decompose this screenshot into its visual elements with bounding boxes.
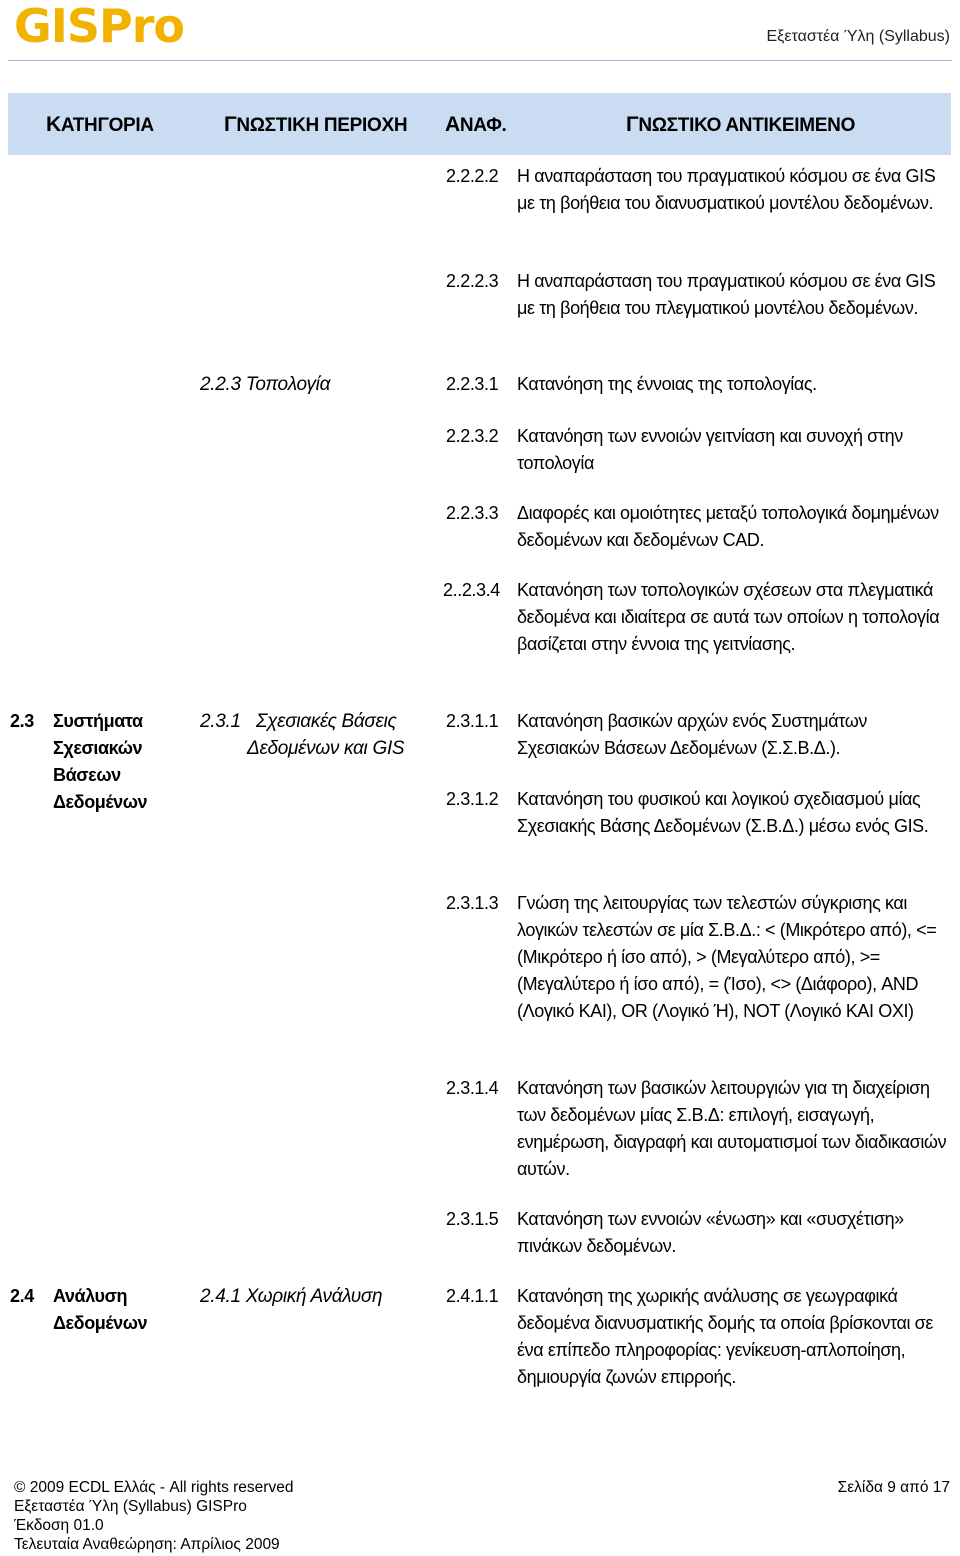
column-header-ref: ΑΝΑΦ. xyxy=(445,113,507,136)
category-title-2-4: Ανάλυση Δεδομένων xyxy=(53,1286,148,1333)
row-text: Η αναπαράσταση του πραγματικού κόσμου σε ένα GIS με τη βοήθεια του διανυσματικού μοντέλου δεδομένων. xyxy=(517,166,936,213)
column-header-category: ΚΑΤΗΓΟΡΙΑ xyxy=(46,113,154,136)
row-text: Διαφορές και ομοιότητες μεταξύ τοπολογικά δομημένων δεδομένων και δεδομένων CAD. xyxy=(517,503,939,550)
row-ref: 2.3.1.2 xyxy=(446,789,499,809)
row-ref: 2..2.3.4 xyxy=(443,580,500,600)
category-title-2-3: Συστήματα Σχεσιακών Βάσεων Δεδομένων xyxy=(53,711,148,812)
row-ref: 2.2.3.3 xyxy=(446,503,499,523)
row-ref: 2.2.3.2 xyxy=(446,426,499,446)
area-relational-line2: Δεδομένων και GIS xyxy=(247,738,405,759)
row-ref: 2.3.1.1 xyxy=(446,711,499,731)
area-relational-number: 2.3.1 xyxy=(200,711,241,732)
row-text: Κατανόηση της έννοιας της τοπολογίας. xyxy=(517,374,817,394)
row-text: Κατανόηση των τοπολογικών σχέσεων στα πλεγματικά δεδομένα και ιδιαίτερα σε αυτά των οποίων η τοπολογία βασίζεται στην έννοια της γειτνίασης. xyxy=(517,580,940,654)
row-text: Κατανόηση βασικών αρχών ενός Συστημάτων Σχεσιακών Βάσεων Δεδομένων (Σ.Σ.Β.Δ.). xyxy=(517,711,867,758)
footer-left xyxy=(14,1478,293,1554)
area-spatial-analysis: 2.4.1 Χωρική Ανάλυση xyxy=(200,1286,383,1307)
row-ref: 2.3.1.4 xyxy=(446,1078,499,1098)
row-text: Κατανόηση των εννοιών «ένωση» και «συσχέτιση» πινάκων δεδομένων. xyxy=(517,1209,904,1256)
footer-document-name: Εξεταστέα Ύλη (Syllabus) GISPro xyxy=(14,1498,247,1515)
header-divider xyxy=(8,60,952,61)
row-text: Γνώση της λειτουργίας των τελεστών σύγκρισης και λογικών τελεστών σε μία Σ.Β.Δ.: < (Μικρότερο από), <= (Μικρότερο ή ίσο από), > (Μεγαλύτερο από), >= (Μεγαλύτερο ή ίσο από), = (Ίσο), <> (Διάφορο), AND (Λογικό ΚΑΙ), OR (Λογικό Ή), NOT (Λογικό ΚΑΙ ΟΧΙ) xyxy=(517,893,937,1021)
footer-page-number: Σελίδα 9 από 17 xyxy=(837,1479,950,1496)
document-title: Εξεταστέα Ύλη (Syllabus) xyxy=(766,28,950,45)
category-number-2-3: 2.3 xyxy=(10,711,34,731)
row-ref: 2.3.1.3 xyxy=(446,893,499,913)
footer-revision: Τελευταία Αναθεώρηση: Απρίλιος 2009 xyxy=(14,1536,280,1553)
row-text: Κατανόηση των βασικών λειτουργιών για τη διαχείριση των δεδομένων μίας Σ.Β.Δ: επιλογή, εισαγωγή, ενημέρωση, διαγραφή και αυτοματισμοί των διαδικασιών αυτών. xyxy=(517,1078,947,1179)
row-ref: 2.3.1.5 xyxy=(446,1209,499,1229)
column-header-knowledge-item: ΓΝΩΣΤΙΚΟ ΑΝΤΙΚΕΙΜΕΝΟ xyxy=(626,113,856,136)
column-header-knowledge-area: ΓΝΩΣΤΙΚΗ ΠΕΡΙΟΧΗ xyxy=(224,113,408,136)
category-number-2-4: 2.4 xyxy=(10,1286,34,1306)
row-ref: 2.2.3.1 xyxy=(446,374,499,394)
footer-version: Έκδοση 01.0 xyxy=(14,1517,104,1534)
row-text: Κατανόηση του φυσικού και λογικού σχεδιασμού μίας Σχεσιακής Βάσης Δεδομένων (Σ.Β.Δ.) μέσω ενός GIS. xyxy=(517,789,929,836)
row-ref: 2.2.2.3 xyxy=(446,271,499,291)
area-topology: 2.2.3 Τοπολογία xyxy=(200,374,331,395)
footer-copyright: © 2009 ECDL Ελλάς - All rights reserved xyxy=(14,1479,294,1496)
row-text: Κατανόηση της χωρικής ανάλυσης σε γεωγραφικά δεδομένα διανυσματικής δομής τα οποία βρίσκονται σε ένα επίπεδο πληροφορίας: γενίκευση-απλοποίηση, δημιουργία ζωνών επιρροής. xyxy=(517,1286,934,1387)
row-ref: 2.4.1.1 xyxy=(446,1286,499,1306)
row-text: Η αναπαράσταση του πραγματικού κόσμου σε ένα GIS με τη βοήθεια του πλεγματικού μοντέλου δεδομένων. xyxy=(517,271,936,318)
row-text: Κατανόηση των εννοιών γειτνίαση και συνοχή στην τοπολογία xyxy=(517,426,903,473)
row-ref: 2.2.2.2 xyxy=(446,166,499,186)
table-header xyxy=(8,93,951,155)
area-relational-line1: Σχεσιακές Βάσεις xyxy=(256,711,397,732)
gispro-logo: GISPro xyxy=(14,0,185,53)
